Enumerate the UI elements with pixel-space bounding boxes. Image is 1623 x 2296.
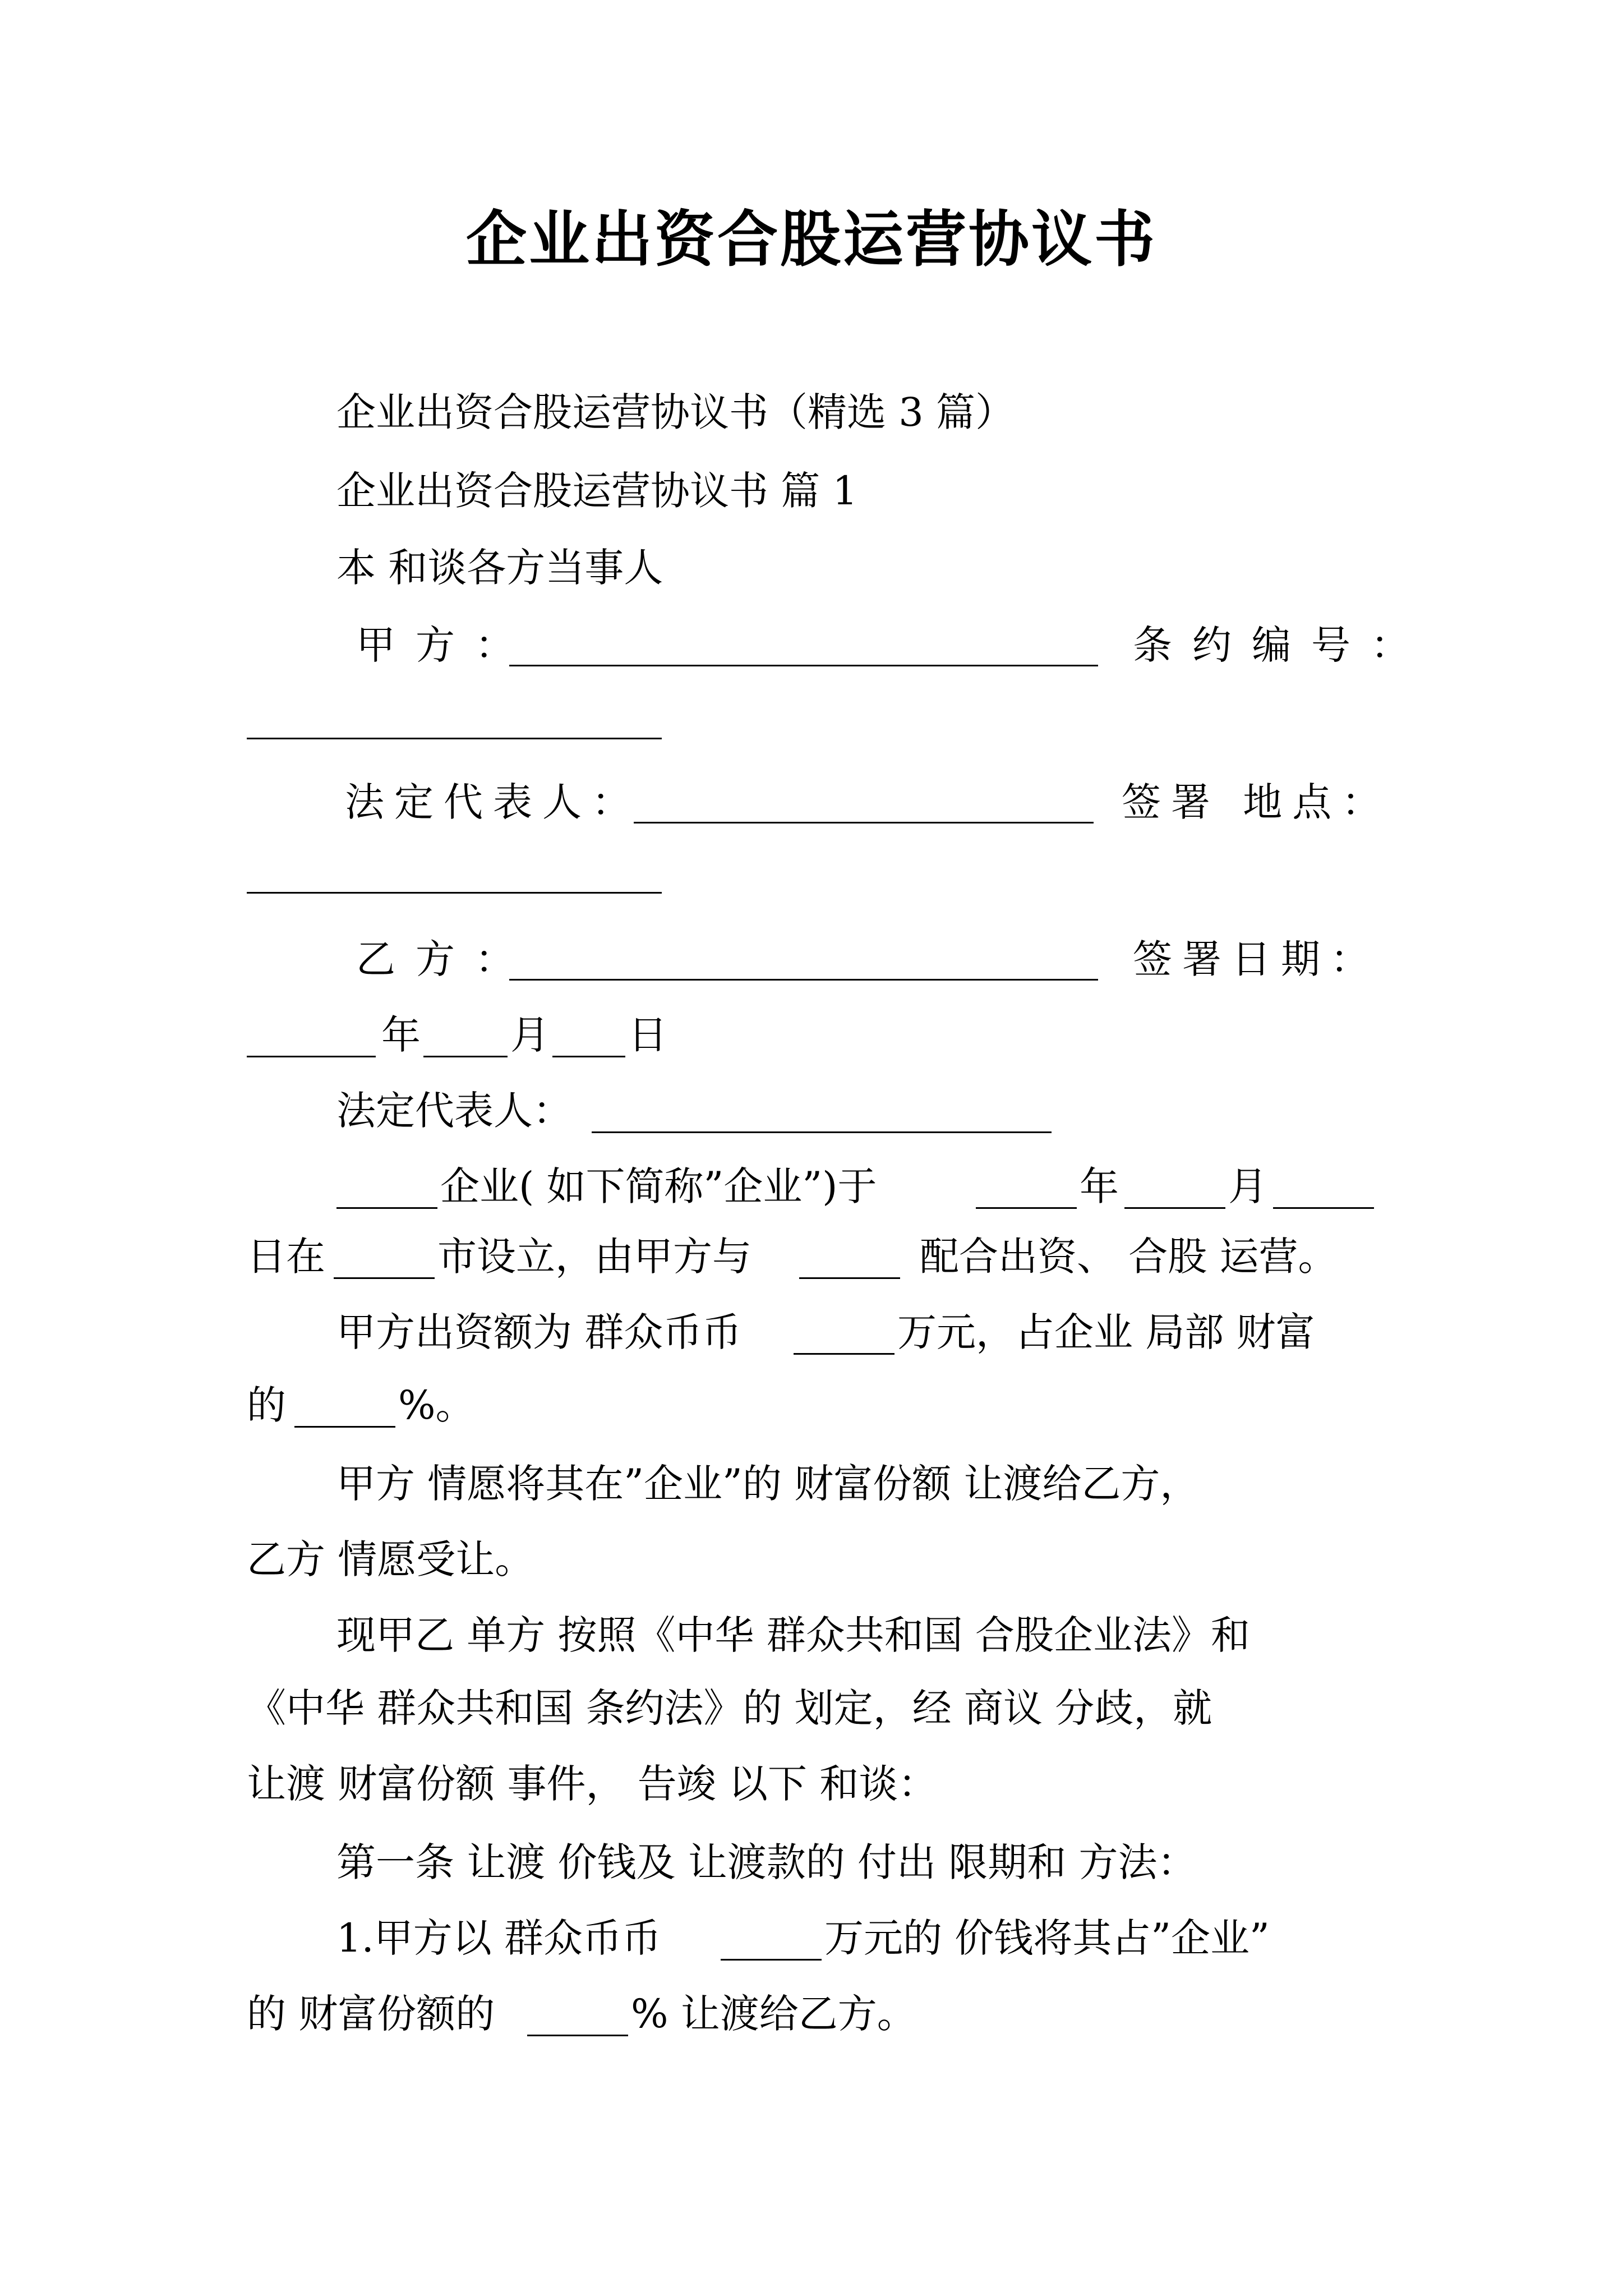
p1-line2 [0, 1226, 1623, 1287]
sign-place-blank [247, 892, 662, 894]
p4-text-a: 现甲乙 单方 按照《中华 群众共和国 合股企业法》和 [336, 1612, 1251, 1658]
p1-partner-blank [799, 1277, 900, 1279]
p1-text-c: 月 [1228, 1163, 1267, 1209]
legal-rep-b-label: 法定代表人： [336, 1088, 572, 1134]
p1-text-d: 日在 [247, 1234, 325, 1280]
day-label: 日 [628, 1012, 667, 1058]
parties-line [0, 537, 1623, 599]
party-b-blank [509, 979, 1098, 981]
p4-line1 [0, 1604, 1623, 1666]
item-1-text-c: 的 财富份额的 [247, 1991, 495, 2037]
p2-line2 [0, 1374, 1623, 1436]
subtitle: 企业出资合股运营协议书（精选 3 篇） [336, 389, 1015, 435]
day-blank [552, 1056, 625, 1057]
chapter-heading: 企业出资合股运营协议书 篇 1 [336, 468, 858, 514]
p1-year-blank [976, 1207, 1077, 1209]
p1-day-blank [1273, 1207, 1374, 1209]
p2-percent-blank [294, 1426, 395, 1428]
company-name-blank [336, 1207, 437, 1209]
party-a-label: 甲方： [356, 622, 534, 668]
parties-heading: 本 和谈各方当事人 [336, 545, 663, 591]
item-1-amount-blank [721, 1959, 822, 1961]
p2-text-d: %。 [398, 1382, 475, 1428]
item-1-text-b: 万元的 价钱将其占”企业” [824, 1915, 1270, 1961]
form-row-party-b [0, 928, 1623, 990]
form-row-party-a [0, 614, 1623, 676]
legal-rep-b-row [0, 1080, 1623, 1142]
legal-rep-label: 法定代表人： [345, 779, 641, 825]
p1-line1 [0, 1156, 1623, 1217]
p1-text-f: 配合出资、 合股 运营。 [920, 1234, 1338, 1280]
year-blank [247, 1056, 376, 1057]
contract-no-label: 条约编号： [1133, 622, 1430, 668]
article-1-heading: 第一条 让渡 价钱及 让渡款的 付出 限期和 方法： [336, 1839, 1197, 1885]
p1-city-blank [334, 1277, 435, 1279]
p2-amount-blank [794, 1353, 895, 1355]
p3-text-a: 甲方 情愿将其在”企业”的 财富份额 让渡给乙方， [336, 1461, 1200, 1507]
p2-text-c: 的 [247, 1382, 286, 1428]
legal-rep-blank [634, 822, 1094, 823]
form-row-legal-rep [0, 771, 1623, 833]
p1-text-a: 企业( 如下简称”企业”)于 [440, 1163, 877, 1209]
p3-line2 [0, 1529, 1623, 1590]
year-label: 年 [381, 1012, 421, 1058]
item-1-text-a: 1.甲方以 群众币币 [336, 1915, 662, 1961]
sign-place-label: 签署 地点： [1122, 779, 1391, 825]
p2-line1 [0, 1301, 1623, 1363]
item-1-line2 [0, 1983, 1623, 2045]
sign-date-row [0, 1004, 1623, 1066]
p3-text-b: 乙方 情愿受让。 [247, 1536, 534, 1582]
subtitle-line [0, 381, 1623, 443]
article-1-line [0, 1832, 1623, 1893]
p2-text-a: 甲方出资额为 群众币币 [336, 1309, 742, 1355]
party-a-blank [509, 665, 1098, 666]
item-1-line1 [0, 1907, 1623, 1969]
legal-rep-b-blank [592, 1131, 1052, 1133]
chapter-line [0, 460, 1623, 522]
p4-text-b: 《中华 群众共和国 条约法》的 划定，经 商议 分歧，就 [247, 1685, 1212, 1731]
p3-line1 [0, 1453, 1623, 1515]
p4-line3 [0, 1753, 1623, 1815]
p1-text-e: 市设立，由甲方与 [437, 1234, 751, 1280]
p2-text-b: 万元，占企业 局部 财富 [897, 1309, 1315, 1355]
party-b-label: 乙方： [356, 936, 534, 982]
month-blank [423, 1056, 508, 1057]
p4-line2 [0, 1677, 1623, 1739]
p1-month-blank [1124, 1207, 1225, 1209]
p1-text-b: 年 [1080, 1163, 1119, 1209]
sign-date-label: 签署日期： [1133, 936, 1380, 982]
contract-no-blank [247, 738, 662, 739]
document-title: 企业出资合股运营协议书 [465, 204, 1157, 275]
month-label: 月 [510, 1012, 550, 1058]
item-1-text-d: % 让渡给乙方。 [631, 1991, 916, 2037]
p4-text-c: 让渡 财富份额 事件， 告竣 以下 和谈： [247, 1761, 938, 1807]
item-1-percent-blank [527, 2035, 628, 2036]
